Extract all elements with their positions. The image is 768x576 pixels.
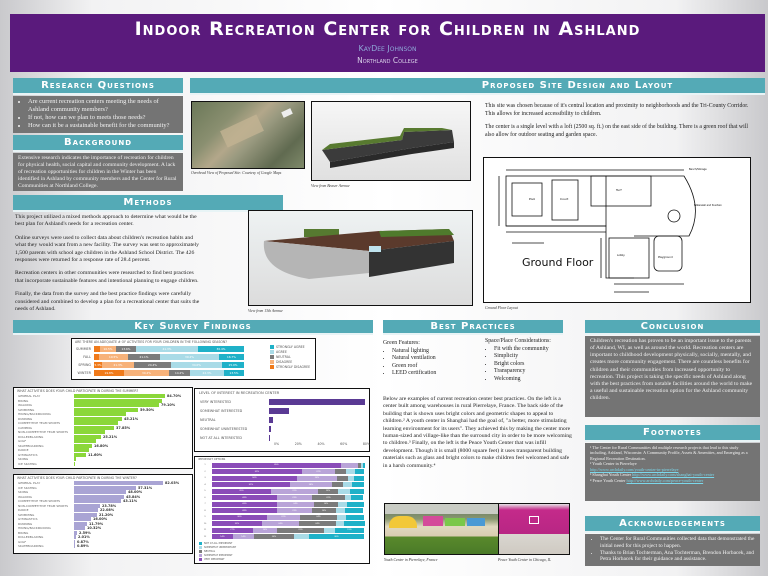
institution-name: Northland College [357, 56, 418, 65]
aerial-site-image [191, 101, 305, 169]
bench-storage-label: Bench/Storage [689, 168, 707, 171]
research-questions-box [13, 96, 183, 133]
conclusion-heading: Conclusion [585, 320, 760, 335]
pierrelaye-photo [384, 503, 500, 555]
x-axis-ticks: 0% 20% 40% 60% 80% [274, 442, 370, 446]
footnote: ² Youth Center in Pierrelaye [590, 461, 637, 467]
footnote-link[interactable]: http://www.archdaily.com/shanghai-youth-center [632, 472, 715, 478]
peace-youth-caption: Peace Youth Center in Chicago, IL [498, 558, 552, 562]
site-paragraph: This site was chosen because of it's central location and proximity to neighborhoods and the Tri-County Corridor. This allows for increased accessibility to children. [485, 103, 749, 117]
footnote: ⁴ Peace Youth Center [590, 477, 626, 483]
footnotes-box [585, 443, 760, 501]
chart-row: SUMMER 10.5% 13.6% 41.3% 30.4% [76, 345, 258, 353]
important-options-chart: IMPORTANT OPTIONS 1 85% 2 59% 22% 3 56% 26% 4 51% 28% 5 39% 31% 13% 6 43% 23% 22% 7 43% 24% 16% 8 43% 23% 16% 9 36% 22% 24% 10 33% 24% 24% 11 27% 16% 31% 19% 12 14% 14% 26% 36% NOT AT ALL IMPORTANT SOMEWHAT UNIMPORTANT NEUTRAL SOMEWHAT IMPORTANT VERY IMPORTANT [194, 456, 370, 564]
chart-row: SPRING 5.3% 21.3% 24.4% 34.0% 15.0% [76, 361, 258, 369]
methods-heading: Methods [13, 195, 283, 212]
space-considerations: Space/Place Considerations: • Fit with the community • Simplicity • Bright colors • Transparency • Welcoming [485, 338, 570, 383]
green-features: Green Features: • Natural lighting • Natural ventilation • Green roof • LEED certification [383, 340, 473, 378]
footnote-link[interactable]: http://www.archdaily.com/youth-center-in-pierrelaye [590, 466, 679, 472]
acknowledgements-heading: Acknowledgements [585, 516, 760, 533]
footnote: ¹ The Center for Rural Communities did multiple research projects that lead to this study including, Ashland, Wisconsin: A Community Profile, Assets & Amenities, and Emerging as a Regional Recreation Destination. [590, 445, 748, 461]
site-design-heading: Proposed Site Design and Layout [190, 78, 765, 95]
aerial-caption: Overhead View of Proposed Site: Courtesy of Google Maps [191, 171, 282, 175]
waterwall-label: Waterwall and fountain [694, 204, 722, 207]
summer-activities-chart: WHAT ACTIVITIES DOES YOUR CHILD PARTICIPATE IN DURING THE SUMMER? GENERAL PLAY 84.70% BIKING WALKING 79.10% SWIMMING 59.50% HIKING/BACKPACKING RUNNING 45.21% COMPETITIVE TEAM SPORTS CAMPING 37.85% NON-COMPETITIVE TEAM SPORTS ROLLERBLADING 25.21% GOLF SKATEBOARDING 16.80% DANCE GYMNASTICS 11.60% SKIING ICE SKATING [13, 387, 193, 469]
research-question: • How can it be a sustainable benefit for the community? [28, 122, 178, 130]
methods-text [15, 214, 200, 319]
room-turf: Turf [616, 188, 622, 192]
space-label: Space/Place Considerations: [485, 338, 551, 344]
render-beaser-image [311, 101, 471, 181]
methods-paragraph: This project utilized a mixed methods approach to determine what would be the best plan for Ashland's needs for a recreation center. [15, 214, 197, 228]
site-paragraph: The center is a single level with a loft (2500 sq. ft.) on the east side of the building. There is a green roof that will also allow for outdoor seating and garden space. [485, 124, 748, 138]
chart-row: WINTER 19.8% 30.2% 14.2% 22.3% 13.5% [76, 369, 258, 377]
research-question: • Are current recreation centers meeting the needs of Ashland community members? [28, 98, 178, 114]
conclusion-text: Children's recreation has proven to be an important issue to the parents of Ashland, WI, as well as around the world. Recreation centers are important to childhood development physically, socially, mentally, and creates more community engagement. There are countless benefits for children and their communities from increased opportunity to recreation. This project is taking the specific needs of Ashland along with the best practices from notable facilities around the world to make a useful and sustainable recreation option for the Ashland community children. [585, 336, 760, 417]
chart-legend: NOT AT ALL IMPORTANT SOMEWHAT UNIMPORTANT NEUTRAL SOMEWHAT IMPORTANT VERY IMPORTANT [199, 542, 365, 561]
acknowledgements-box [585, 534, 760, 566]
poster-title: Indoor Recreation Center for Children in Ashland [134, 18, 641, 40]
acknowledgement: • The Center for Rural Communities collected data that demonstrated the initial need for this project to happen. [600, 536, 755, 550]
site-description [485, 103, 755, 145]
interest-level-chart: LEVEL OF INTEREST IN RECREATION CENTER VERY INTERESTED SOMEWHAT INTERESTED NEUTRAL SOMEWHAT UNINTERESTED NOT AT ALL INTERESTED 0% 20% 40% 60% 80% [194, 388, 370, 452]
research-questions-heading: Research Questions [13, 78, 183, 95]
acknowledgement: • Thanks to Brian Tochterman, Ana Tochterman, Brendon Horbacek, and Petra Horbacek for their guidance and assistance. [600, 550, 755, 564]
chart-legend: STRONGLY AGREE AGREE NEUTRAL DISAGREE STRONGLY DISAGREE [262, 345, 310, 377]
room-playground: Playground [658, 256, 673, 259]
footnotes-heading: Footnotes [585, 425, 760, 442]
best-practices-paragraph: Below are examples of current recreation center best practices. On the left is a center built among warehouses in rural Pierrelaye, France. The back side of the building that is shown uses bright colors and geometric shapes to appeal to children.² A youth center in Shanghai had the goal of, "a better, more stimulating learning environment for its users". They achieved this by making the center more human-sized and village-like than the surround city in order to be more welcoming to children.³ Finally, on the left is the Peace Youth Center that was infill development. Though it is small (8000 square feet) it uses transparent building materials such as glass and bright colors to make children feel welcomed and safe in a harsh community.⁴ [383, 396, 572, 469]
room-lobby: Lobby [617, 254, 625, 257]
render-13th-image [248, 210, 473, 306]
author-name: KayDee Johnson [358, 44, 417, 53]
methods-paragraph: Online surveys were used to collect data about children's recreation habits and what they would want from a new facility. The survey was sent to approximately 1,500 parents with school age children in the Ashland School District. The 426 responses were returned for a response rate of 28.4 percent. [15, 234, 200, 264]
survey-heading: Key Survey Findings [13, 320, 373, 335]
winter-activities-chart: WHAT ACTIVITIES DOES YOUR CHILD PARTICIPATE IN DURING THE WINTER? GENERAL PLAY 82.03% ICE SKATING 57.31% SKIING 48.00% WALKING 45.84% COMPETITIVE TEAM SPORTS 43.11% NON-COMPETITIVE TEAM SPORTS 23.78% DANCE 22.08% SWIMMING 21.20% GYMNASTICS 16.00% RUNNING 11.79% HIKING/BACKPACKING 10.32% BIKING 2.59% ROLLERBLADING 2.01% GOLF 0.87% SKATEBOARDING 0.89% [13, 474, 193, 554]
plan-caption: Ground Floor Layout [485, 306, 518, 310]
floor-plan-label: Ground Floor [522, 256, 594, 269]
room-court: Court [560, 197, 569, 201]
chart-title: ARE THERE AN ADEQUATE # OF ACTIVITIES FOR YOUR CHILDREN IN THE FOLLOWING SEASON? [75, 340, 227, 344]
render1-caption: View from Beaser Avenue [311, 184, 350, 188]
season-adequacy-chart [71, 338, 316, 380]
footnote-link[interactable]: http://www.archdaily.com/peace-youth-center [626, 477, 704, 483]
best-practices-heading: Best Practices [383, 320, 563, 335]
render2-caption: View from 13th Avenue [248, 309, 283, 313]
room-pool: Pool [529, 197, 536, 201]
methods-paragraph: Recreation centers in other communities were researched to find best practices that incorporate sustainable features and intentional planning to engage children. [15, 270, 199, 284]
background-text: Extensive research indicates the importance of recreation for children for physical health, social capital and community development. A lack of recreation opportunities for children in the Winter has been identified in Ashland by community members and the Center for Rural Communities at Northland College. [13, 153, 183, 191]
footnote: ³ Shanghai Youth Center [590, 472, 632, 478]
background-heading: Background [13, 135, 183, 152]
poster-header [10, 14, 765, 72]
methods-paragraph: Finally, the data from the survey and the best practice findings were carefully considered and combined to develop a plan for a recreational center that suits the needs of Ashland. [15, 291, 200, 313]
peace-youth-photo [498, 503, 570, 555]
chart-row: FALL 19.5% 21.1% 39.2% 16.7% [76, 353, 258, 361]
floor-plan-image [483, 157, 751, 303]
research-question: • If not, how can we plan to meets those needs? [28, 114, 178, 122]
pierrelaye-caption: Youth Center in Pierrelaye, France [384, 558, 438, 562]
green-features-label: Green Features: [383, 340, 420, 346]
